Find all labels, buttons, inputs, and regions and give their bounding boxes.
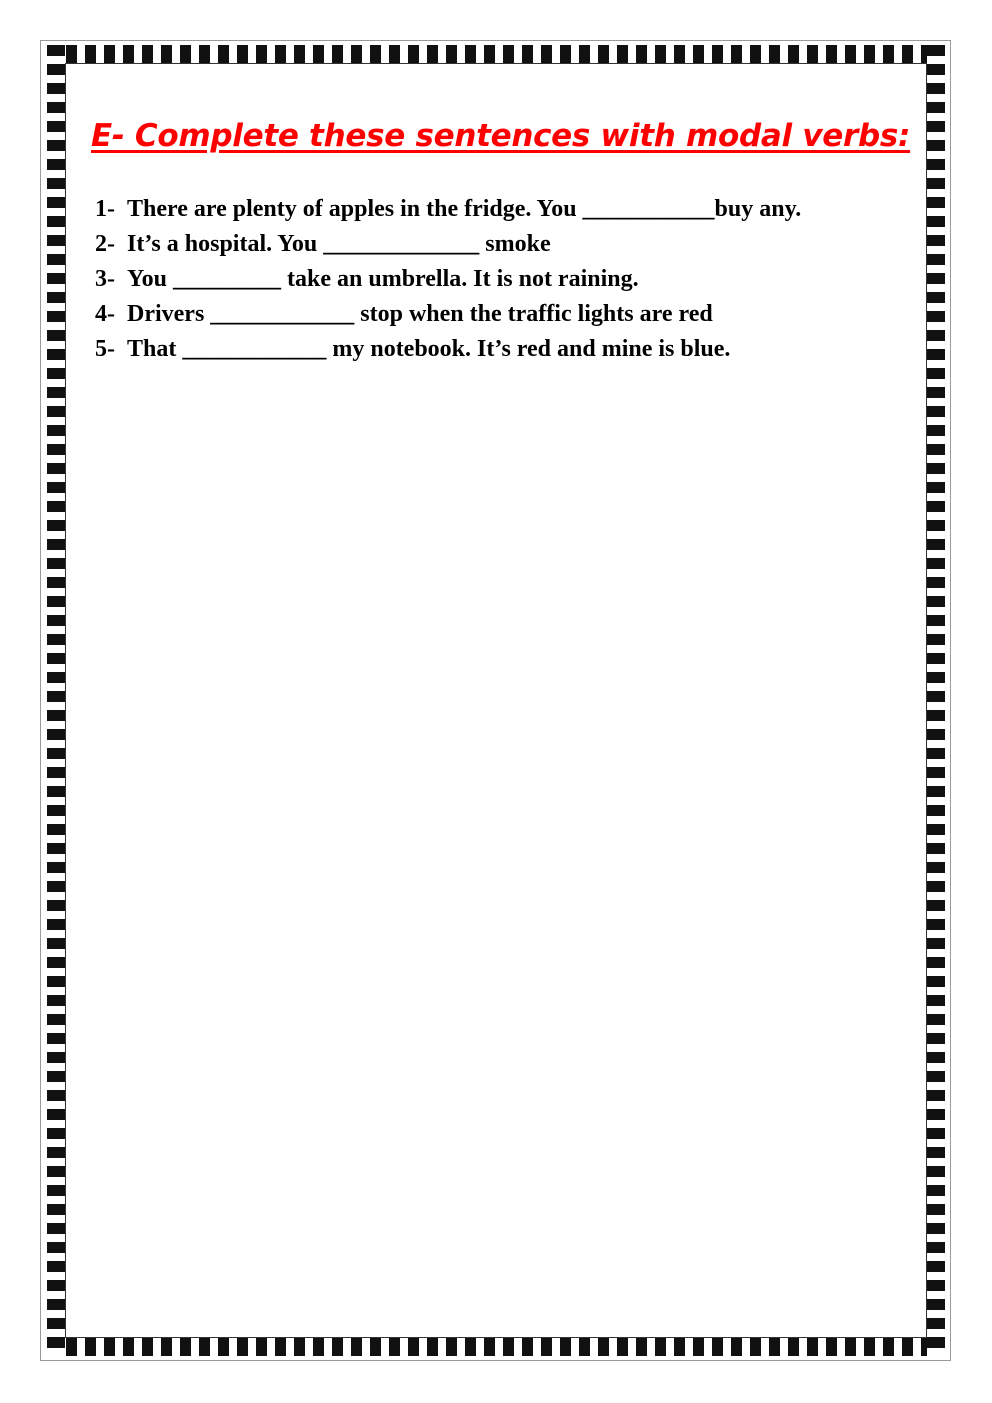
- sentence-number: 2-: [95, 231, 115, 257]
- sentence-text: There are plenty of apples in the fridge. You ___________buy any.: [127, 196, 802, 222]
- sentence-item: [95, 227, 801, 262]
- decorative-border-left: [47, 45, 65, 1356]
- sentence-item: [95, 262, 801, 297]
- decorative-border-bottom: [47, 1338, 945, 1356]
- sentence-number: 5-: [95, 336, 115, 362]
- sentence-text: That ____________ my notebook. It’s red and mine is blue.: [127, 336, 731, 362]
- sentence-list: [95, 192, 801, 367]
- decorative-border-top: [47, 45, 945, 63]
- sentence-text: Drivers ____________ stop when the traffic lights are red: [127, 301, 713, 327]
- sentence-number: 1-: [95, 196, 115, 222]
- sentence-item: [95, 332, 801, 367]
- sentence-item: [95, 192, 801, 227]
- sentence-number: 3-: [95, 266, 115, 292]
- decorative-border-right: [927, 45, 945, 1356]
- sentence-text: It’s a hospital. You _____________ smoke: [127, 231, 551, 257]
- exercise-heading: E- Complete these sentences with modal verbs:: [91, 118, 911, 154]
- sentence-item: [95, 297, 801, 332]
- sentence-text: You _________ take an umbrella. It is not raining.: [127, 266, 639, 292]
- sentence-number: 4-: [95, 301, 115, 327]
